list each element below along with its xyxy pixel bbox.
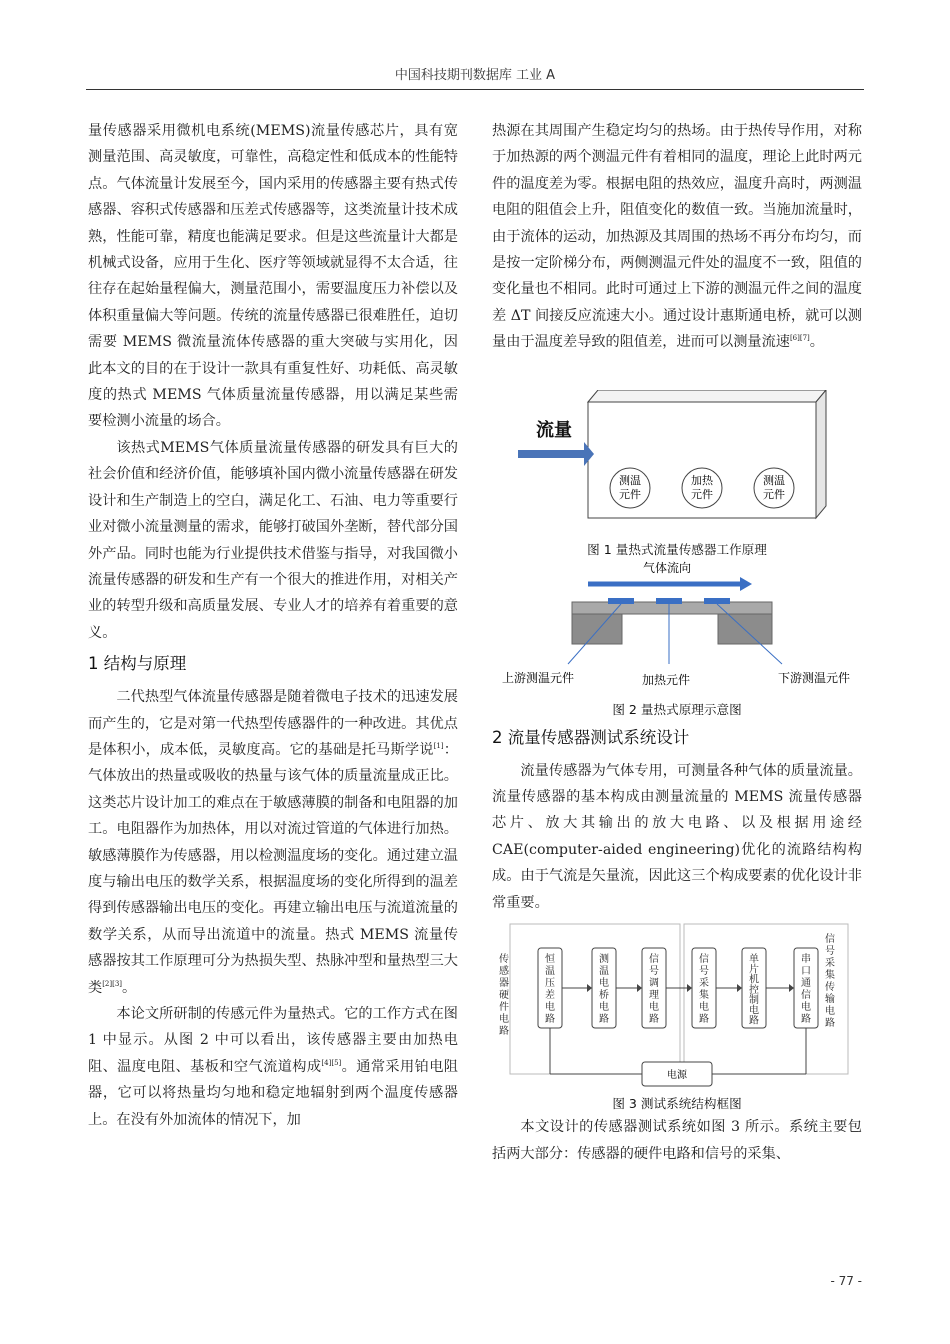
citation[interactable]: [1] bbox=[433, 741, 444, 750]
element-1-label-b: 元件 bbox=[619, 487, 641, 501]
heater bbox=[656, 598, 682, 604]
journal-title: 中国科技期刊数据库 工业 A bbox=[394, 68, 556, 83]
power-label: 电源 bbox=[667, 1070, 687, 1082]
paragraph: 本文设计的传感器测试系统如图 3 所示。系统主要包括两大部分：传感器的硬件电路和信号的采集、 bbox=[492, 1119, 862, 1162]
upstream-sensor bbox=[608, 598, 634, 604]
arrow-head-icon bbox=[740, 577, 752, 591]
heater-label: 加热元件 bbox=[641, 672, 691, 687]
element-3-label-a: 测温 bbox=[763, 473, 785, 487]
hardware-label-vertical: 传感器硬件电路 bbox=[499, 954, 509, 1038]
flow-arrow-icon bbox=[518, 442, 594, 466]
box-side-face bbox=[816, 390, 826, 518]
paragraph: 本论文所研制的传感元件为量热式。它的工作方式在图 1 中显示。从图 2 中可以看出，该传感器主要由加热电阻、温度电阻、基板和空气流道构成[4][5]。通常采用铂电阻器，它可以将热量均匀地和稳定地辐射到两个温度传感器上。在没有外加流体的情况下，加 bbox=[88, 1006, 458, 1128]
figure-2-caption: 图 2 量热式原理示意图 bbox=[612, 701, 742, 717]
circuit-block-label: 单片机控制电路 bbox=[749, 954, 759, 1027]
figure-1 bbox=[492, 390, 862, 540]
downstream-label: 下游测温元件 bbox=[777, 670, 851, 685]
arrow-head-icon bbox=[737, 984, 742, 992]
figure-1-diagram bbox=[492, 390, 862, 540]
element-2-label-a: 加热 bbox=[691, 473, 713, 487]
figure-1-caption: 图 1 量热式流量传感器工作原理 bbox=[587, 541, 767, 557]
arrow-head-icon bbox=[789, 984, 794, 992]
figure-2 bbox=[492, 560, 862, 700]
downstream-sensor bbox=[704, 598, 730, 604]
paragraph: 量传感器采用微机电系统(MEMS)流量传感芯片，具有宽测量范围、高灵敏度，可靠性，高稳定性和低成本的性能特点。气体流量计发展至今，国内采用的传感器主要有热式传感器、容积式传感器和压差式传感器等，这类流量计技术成熟，性能可靠，精度也能满足要求。但是这些流量计大都是机械式设备，应用于生化、医疗等领域就显得不太合适，往往存在起始量程偏大，测量范围小，需要温度压力补偿以及体积重量偏大等问题。传统的流量传感器已很难胜任，迫切需要 MEMS 微流量流体传感器的重大突破与实用化，因此本文的目的在于设计一款具有重复性好、功耗低、高灵敏度的热式 MEMS 气体质量流量传感器，用以满足某些需要检测小流量的场合。 bbox=[88, 123, 458, 430]
arrow-head-icon bbox=[587, 984, 592, 992]
acquisition-label-vertical: 信号采集传输电路 bbox=[825, 934, 835, 1030]
paragraph: 二代热型气体流量传感器是随着微电子技术的迅速发展而产生的，它是对第一代热型传感器件的一种改进。其优点是体积小，成本低，灵敏度高。它的基础是托马斯学说[1]：气体放出的热量或吸收的热量与该气体的质量流量成正比。这类芯片设计加工的难点在于敏感薄膜的制备和电阻器的加工。电阻器作为加热体，用以对流过管道的气体进行加热。敏感薄膜作为传感器，用以检测温度场的变化。通过建立温度与输出电压的数学关系，根据温度场的变化所得到的温差得到传感器输出电压的变化。再建立输出电压与流道流量的数学关系，从而导出流道中的流量。热式 MEMS 流量传感器按其工作原理可分为热损失型、热脉冲型和量热型三大类[2][3]。 bbox=[88, 689, 458, 996]
circuit-block-label: 信号采集电路 bbox=[699, 954, 709, 1026]
figure-2-diagram bbox=[492, 560, 862, 700]
circuit-block-label: 恒温压差电路 bbox=[545, 954, 555, 1026]
element-2-label-b: 元件 bbox=[691, 487, 713, 501]
figure-3 bbox=[492, 922, 862, 1094]
circuit-block-label: 串口通信电路 bbox=[801, 954, 811, 1026]
page-number: - 77 - bbox=[830, 1274, 862, 1288]
citation[interactable]: [2][3] bbox=[102, 979, 123, 988]
figure-3-diagram bbox=[492, 922, 862, 1094]
element-1-label-a: 测温 bbox=[619, 473, 641, 487]
substrate-left bbox=[572, 614, 622, 644]
citation[interactable]: [4][5] bbox=[321, 1058, 342, 1067]
arrow-head-icon bbox=[637, 984, 642, 992]
right-column bbox=[492, 118, 862, 1167]
citation[interactable]: [6][7] bbox=[789, 334, 810, 343]
circuit-block-label: 测温电桥电路 bbox=[599, 954, 609, 1026]
paragraph: 热源在其周围产生稳定均匀的热场。由于热传导作用，对称于加热源的两个测温元件有着相同的温度，理论上此时两元件的温度差为零。根据电阻的热效应，温度升高时，两测温电阻的阻值会上升，阻值变化的数值一致。当施加流量时，由于流体的运动，加热源及其周围的热场不再分布均匀，而是按一定阶梯分布，两侧测温元件处的温度不一致，阻值的变化量也不相同。此时可通过上下游的测温元件之间的温度差 ΔT 间接反应流速大小。通过设计惠斯通电桥，就可以测量由于温度差导致的阻值差，进而可以测量流速[6][7]。 bbox=[492, 123, 862, 351]
section-title-2: 2 流量传感器测试系统设计 bbox=[492, 727, 690, 747]
figure-3-caption: 图 3 测试系统结构框图 bbox=[612, 1096, 742, 1112]
element-3-label-b: 元件 bbox=[763, 487, 785, 501]
substrate-right bbox=[718, 614, 772, 644]
circuit-block-label: 信号调理电路 bbox=[649, 954, 659, 1026]
flow-direction-label: 气体流向 bbox=[642, 560, 692, 575]
paragraph: 流量传感器为气体专用，可测量各种气体的质量流量。流量传感器的基本构成由测量流量的 MEMS 流量传感器芯片、放大其输出的放大电路、以及根据用途经 CAE(computer-aided engineering)优化的流路结构构成。由于气流是矢量流，因此这三个构成要素的优化设计非常重要。 bbox=[492, 762, 862, 911]
paragraph: 该热式MEMS气体质量流量传感器的研发具有巨大的社会价值和经济价值，能够填补国内微小流量传感器在研发设计和生产制造上的空白，满足化工、石油、电力等重要行业对微小流量测量的需求，能够打破国外垄断，替代部分国外产品。同时也能为行业提供技术借鉴与指导，对我国微小流量传感器的研发和生产有一个很大的推进作用，对相关产业的转型升级和高质量发展、专业人才的培养有着重要的意义。 bbox=[88, 439, 458, 641]
arrow-head-icon bbox=[687, 984, 692, 992]
running-header bbox=[86, 66, 864, 90]
section-title-1: 1 结构与原理 bbox=[88, 654, 187, 674]
box-top-face bbox=[588, 390, 826, 402]
upstream-label: 上游测温元件 bbox=[501, 670, 575, 685]
left-column bbox=[88, 118, 458, 1133]
flow-label: 流量 bbox=[536, 419, 572, 441]
